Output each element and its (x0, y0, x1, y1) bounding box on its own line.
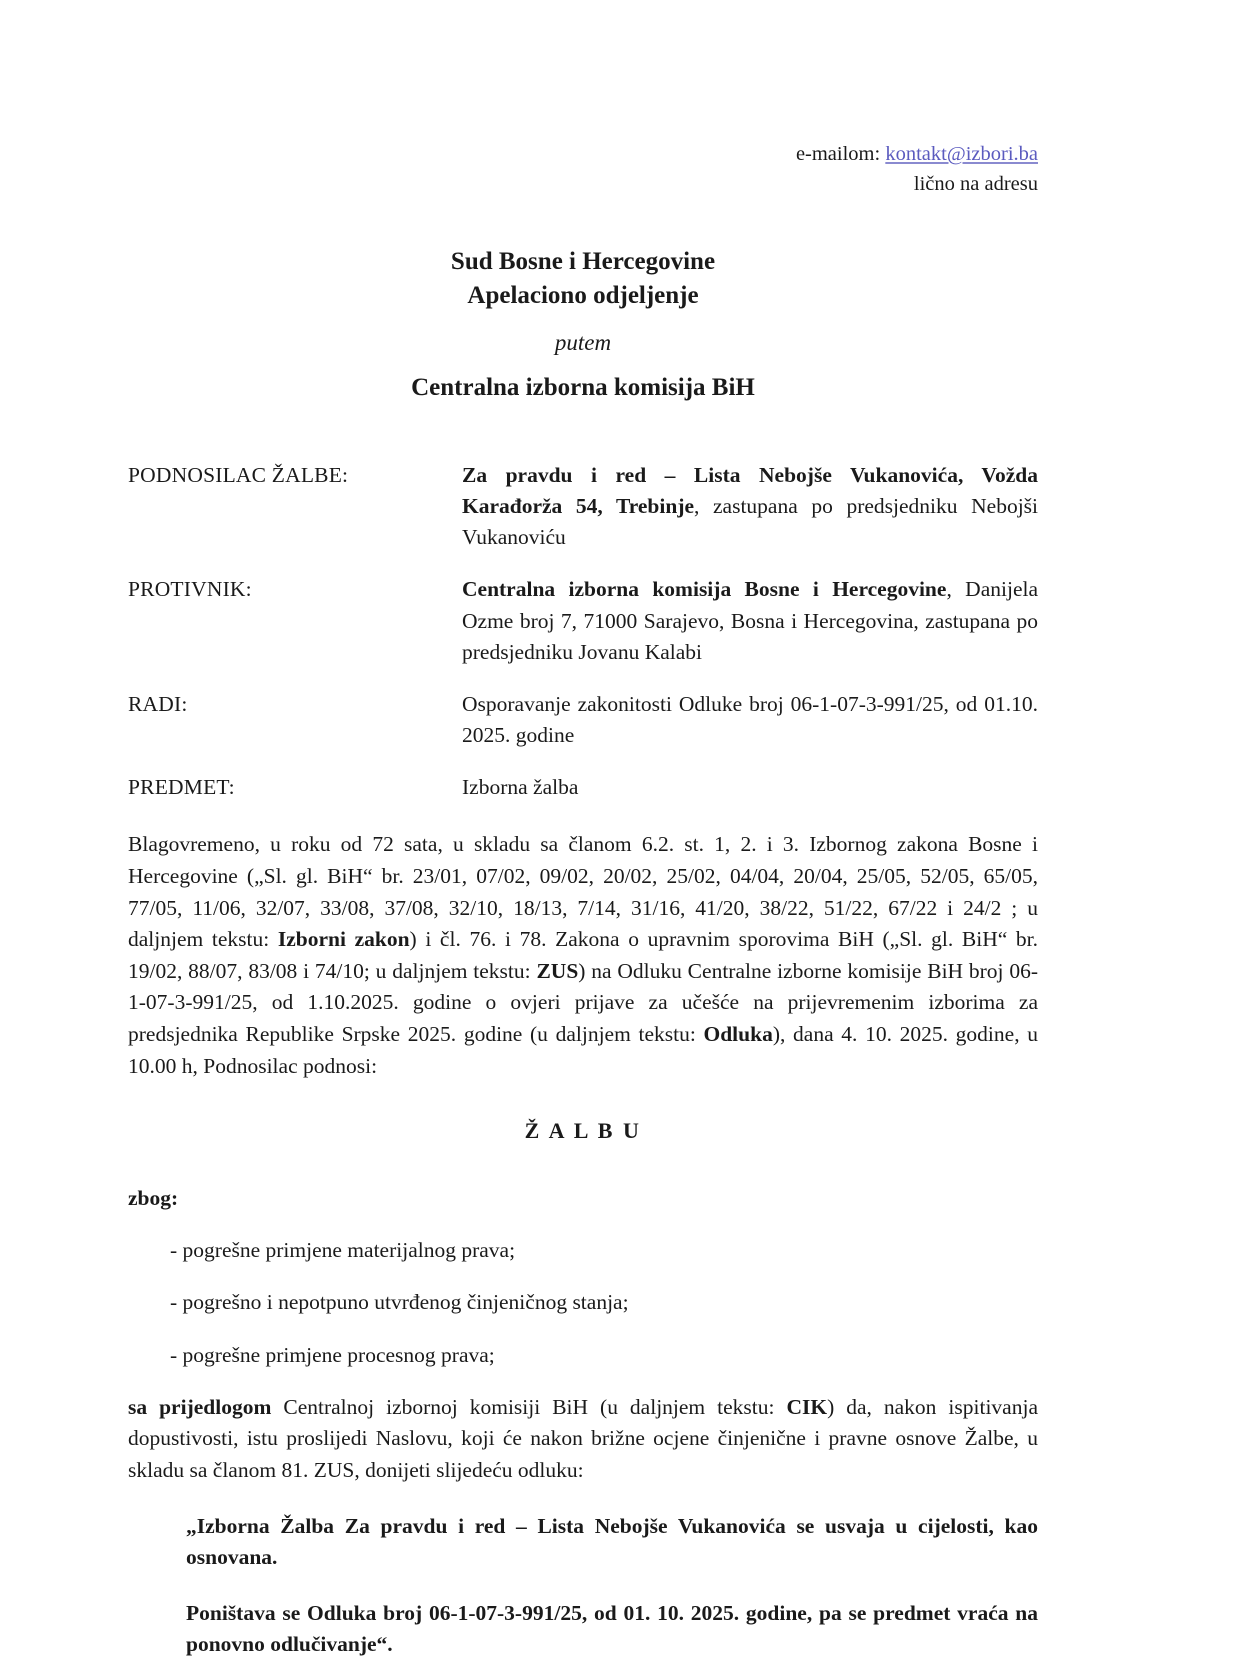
proposal-lead: sa prijedlogom (128, 1394, 272, 1419)
court-department: Apelaciono odjeljenje (467, 281, 699, 309)
proposal-part-2: ) da, nakon ispitivanja dopustivosti, istu proslijedi Naslovu, koji će nakon brižne ocjene činjenične i pravne osnove Žalbe, u skladu sa članom 81. ZUS, donijeti slijedeću odluku: (128, 1394, 1038, 1482)
list-item: - pogrešno i nepotpuno utvrđenog činjeničnog stanja; (170, 1290, 629, 1315)
addressee-block (128, 245, 1038, 402)
term-izborni-zakon: Izborni zakon (277, 927, 410, 952)
legal-basis-part-4: ), dana 4. 10. 2025. godine, u 10.00 h, Podnosilac podnosi: (128, 1022, 1038, 1078)
term-cik: CIK (786, 1394, 828, 1419)
email-line (128, 140, 1038, 170)
email-label: e-mailom: (795, 143, 886, 165)
list-item: - pogrešne primjene procesnog prava; (170, 1342, 495, 1367)
respondent-name: Centralna izborna komisija Bosne i Hercegovine (462, 577, 947, 602)
court-name: Sud Bosne i Hercegovine (450, 248, 716, 276)
party-fields (128, 460, 1038, 804)
subject-value: Izborna žalba (462, 775, 579, 800)
subject-label: PREDMET: (128, 775, 235, 800)
grounds-label: zbog: (128, 1186, 179, 1211)
requested-decision-quote-1: „Izborna Žalba Za pravdu i red – Lista Nebojše Vukanovića se usvaja u cijelosti, kao osnovana. (186, 1513, 1038, 1570)
appellant-label: PODNOSILAC ŽALBE: (128, 462, 349, 487)
email-link[interactable]: kontakt@izbori.ba (885, 143, 1038, 165)
appellant-value (462, 460, 1038, 554)
term-odluka: Odluka (703, 1022, 773, 1047)
appellant-name: Za pravdu i red – Lista Nebojše Vukanovića, Vožda Karađorža 54, Trebinje (462, 462, 1038, 519)
term-zus: ZUS (536, 958, 579, 983)
reason-label: RADI: (128, 691, 188, 716)
document-content (128, 0, 1038, 1661)
legal-basis-part-1: Blagovremeno, u roku od 72 sata, u skladu sa članom 6.2. st. 1, 2. i 3. Izbornog zakona Bosne i Hercegovine („Sl. gl. BiH“ br. 23/01, 07/02, 09/02, 20/02, 25/02, 04/04, 20/04, 25/05, 52/05, 65/05, 77/05, 11/06, 32/07, 33/08, 37/08, 32/10, 18/13, 7/14, 31/16, 41/20, 38/22, 51/22, 67/22 i 24/2 ; u daljnjem tekstu: (128, 832, 1038, 952)
appeal-heading: Ž A L B U (524, 1118, 642, 1144)
list-item: - pogrešne primjene materijalnog prava; (170, 1238, 516, 1263)
through-body-name: Centralna izborna komisija BiH (411, 373, 755, 401)
appellant-representative: , zastupana po predsjedniku Nebojši Vukanoviću (462, 494, 1039, 550)
respondent-label: PROTIVNIK: (128, 577, 252, 602)
legal-basis-part-2: ) i čl. 76. i 78. Zakona o upravnim sporovima BiH („Sl. gl. BiH“ br. 19/02, 88/07, 83/08 i 74/10; u daljnjem tekstu: (128, 927, 1038, 983)
respondent-address: , Danijela Ozme broj 7, 71000 Sarajevo, Bosna i Hercegovina, zastupana po predsjedniku Jovanu Kalabi (462, 577, 1038, 664)
legal-basis-part-3: ) na Odluku Centralne izborne komisije BiH broj 06-1-07-3-991/25, od 1.10.2025. godine o ovjeri prijave za učešće na prijevremenim izborima za predsjednika Republike Srpske 2025. godine (u daljnjem tekstu: (128, 958, 1039, 1047)
field-row-respondent (128, 574, 1038, 668)
requested-decision-quote-2: Poništava se Odluka broj 06-1-07-3-991/25, od 01. 10. 2025. godine, pa se predmet vraća na ponovno odlučivanje“. (186, 1600, 1038, 1657)
proposal-part-1: Centralnoj izbornoj komisiji BiH (u daljnjem tekstu: (271, 1394, 787, 1419)
field-row-reason (128, 689, 1038, 751)
grounds-list (128, 1235, 1038, 1371)
delivery-method: lično na adresu (913, 172, 1038, 195)
delivery-header (128, 140, 1038, 199)
reason-value: Osporavanje zakonitosti Odluke broj 06-1-07-3-991/25, od 01.10. 2025. godine (462, 691, 1038, 748)
proposal-paragraph (128, 1392, 1038, 1487)
via-label: putem (554, 329, 612, 355)
field-row-appellant (128, 460, 1038, 554)
field-row-subject (128, 772, 1038, 803)
respondent-value (462, 574, 1038, 668)
legal-basis-paragraph (128, 829, 1038, 1082)
